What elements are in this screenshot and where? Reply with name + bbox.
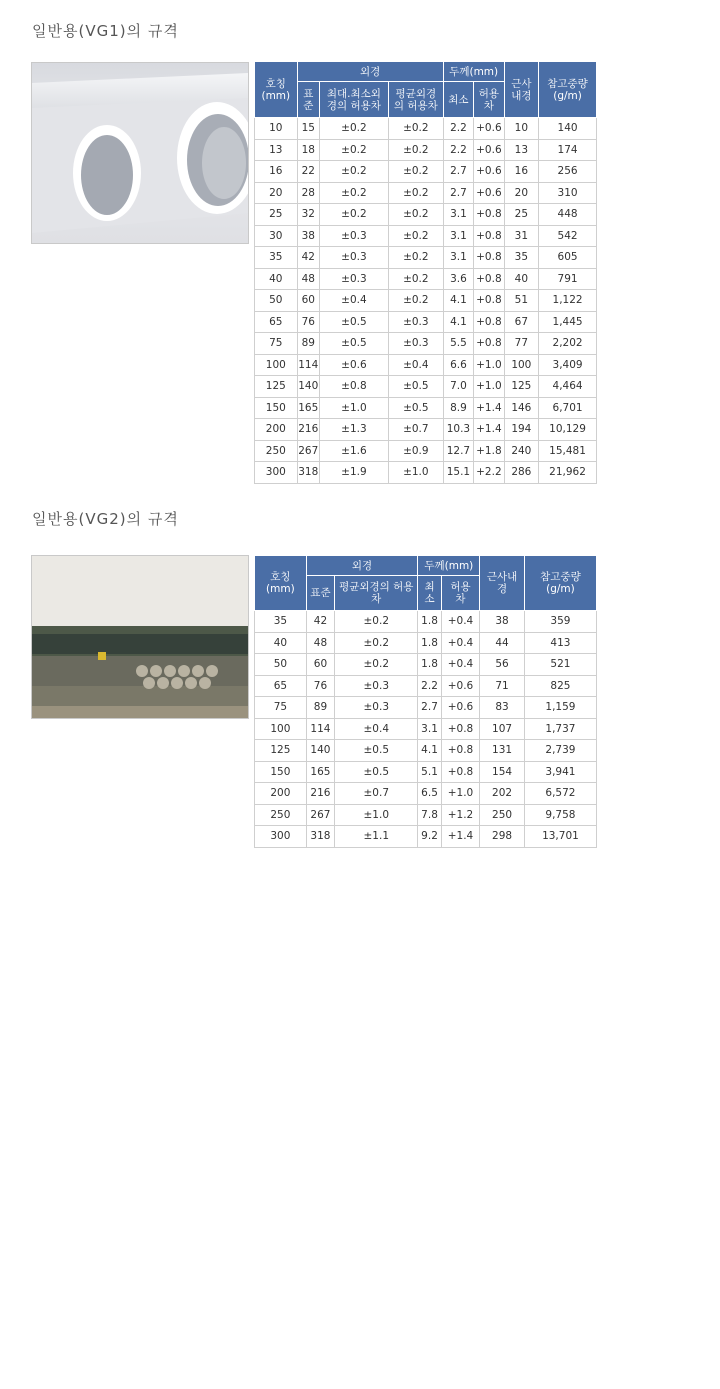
table-cell: 131 bbox=[480, 740, 525, 762]
table-row bbox=[255, 333, 597, 355]
header-thickness: 두께(mm) bbox=[418, 556, 480, 576]
table-cell: +2.2 bbox=[474, 462, 504, 484]
table-cell: 40 bbox=[504, 268, 539, 290]
table-cell: 174 bbox=[539, 139, 597, 161]
table-cell: 2.7 bbox=[443, 161, 473, 183]
table-row bbox=[255, 826, 597, 848]
table-cell: 165 bbox=[297, 397, 319, 419]
table-cell: ±0.2 bbox=[319, 182, 388, 204]
table-cell: +0.8 bbox=[474, 290, 504, 312]
table-cell: 298 bbox=[480, 826, 525, 848]
table-cell: 38 bbox=[480, 611, 525, 633]
table-cell: 30 bbox=[255, 225, 298, 247]
table-row bbox=[255, 247, 597, 269]
table-cell: 100 bbox=[504, 354, 539, 376]
table-cell: 10.3 bbox=[443, 419, 473, 441]
table-cell: ±0.5 bbox=[335, 761, 418, 783]
table-cell: 267 bbox=[297, 440, 319, 462]
table-cell: 1,159 bbox=[524, 697, 596, 719]
header-thickness-tolerance: 허용 차 bbox=[441, 576, 480, 611]
table-cell: 13,701 bbox=[524, 826, 596, 848]
table-cell: +1.4 bbox=[474, 397, 504, 419]
table-cell: ±0.9 bbox=[388, 440, 443, 462]
table-row bbox=[255, 118, 597, 140]
table-cell: 12.7 bbox=[443, 440, 473, 462]
table-cell: 48 bbox=[297, 268, 319, 290]
table-cell: 3.1 bbox=[418, 718, 441, 740]
table-cell: 6,572 bbox=[524, 783, 596, 805]
table-cell: 65 bbox=[255, 675, 307, 697]
table-cell: ±0.7 bbox=[388, 419, 443, 441]
table-cell: ±0.5 bbox=[319, 311, 388, 333]
table-cell: 250 bbox=[255, 440, 298, 462]
table-cell: +1.8 bbox=[474, 440, 504, 462]
table-cell: 140 bbox=[306, 740, 334, 762]
table-cell: 1,445 bbox=[539, 311, 597, 333]
table-cell: ±0.5 bbox=[388, 397, 443, 419]
table-cell: 16 bbox=[255, 161, 298, 183]
table-cell: 6.6 bbox=[443, 354, 473, 376]
table-cell: 125 bbox=[255, 740, 307, 762]
table-cell: +0.8 bbox=[474, 311, 504, 333]
table-cell: ±0.2 bbox=[388, 225, 443, 247]
white-pipes-photo bbox=[31, 62, 249, 244]
table-cell: 3.1 bbox=[443, 247, 473, 269]
table-row bbox=[255, 376, 597, 398]
table-cell: 3.1 bbox=[443, 204, 473, 226]
table-row bbox=[255, 182, 597, 204]
table-cell: 300 bbox=[255, 826, 307, 848]
table-row bbox=[255, 268, 597, 290]
vg2-spec-table bbox=[254, 555, 597, 848]
table-cell: 318 bbox=[297, 462, 319, 484]
table-row bbox=[255, 290, 597, 312]
table-cell: ±0.4 bbox=[335, 718, 418, 740]
table-cell: 48 bbox=[306, 632, 334, 654]
table-cell: ±0.2 bbox=[319, 118, 388, 140]
table-row bbox=[255, 675, 597, 697]
table-cell: ±1.9 bbox=[319, 462, 388, 484]
header-standard: 표준 bbox=[306, 576, 334, 611]
table-cell: 4.1 bbox=[443, 311, 473, 333]
table-cell: 2.7 bbox=[443, 182, 473, 204]
table-cell: ±0.8 bbox=[319, 376, 388, 398]
table-cell: 10 bbox=[255, 118, 298, 140]
table-cell: ±0.7 bbox=[335, 783, 418, 805]
table-cell: ±0.2 bbox=[388, 182, 443, 204]
header-nominal: 호칭 (mm) bbox=[255, 556, 307, 611]
table-cell: 15.1 bbox=[443, 462, 473, 484]
table-cell: +0.6 bbox=[441, 697, 480, 719]
table-cell: 8.9 bbox=[443, 397, 473, 419]
table-cell: 3.6 bbox=[443, 268, 473, 290]
table-cell: 60 bbox=[306, 654, 334, 676]
header-nominal: 호칭 (mm) bbox=[255, 62, 298, 118]
table-cell: 42 bbox=[306, 611, 334, 633]
table-cell: +0.8 bbox=[474, 204, 504, 226]
table-cell: 194 bbox=[504, 419, 539, 441]
header-weight: 참고중량 (g/m) bbox=[539, 62, 597, 118]
table-cell: 9.2 bbox=[418, 826, 441, 848]
table-row bbox=[255, 611, 597, 633]
table-cell: 60 bbox=[297, 290, 319, 312]
table-cell: 1,122 bbox=[539, 290, 597, 312]
table-cell: 216 bbox=[297, 419, 319, 441]
table-cell: ±0.2 bbox=[388, 247, 443, 269]
table-cell: 35 bbox=[255, 247, 298, 269]
table-cell: 83 bbox=[480, 697, 525, 719]
table-cell: +0.4 bbox=[441, 654, 480, 676]
table-cell: 165 bbox=[306, 761, 334, 783]
stacked-pipes-illustration bbox=[32, 556, 248, 718]
table-cell: +0.6 bbox=[441, 675, 480, 697]
table-cell: 76 bbox=[297, 311, 319, 333]
table-cell: ±0.3 bbox=[319, 268, 388, 290]
table-cell: 15 bbox=[297, 118, 319, 140]
table-row bbox=[255, 225, 597, 247]
table-cell: 125 bbox=[504, 376, 539, 398]
header-standard: 표 준 bbox=[297, 82, 319, 118]
header-weight: 참고중량 (g/m) bbox=[524, 556, 596, 611]
table-cell: 10 bbox=[504, 118, 539, 140]
table-cell: 25 bbox=[504, 204, 539, 226]
header-min-thickness: 최 소 bbox=[418, 576, 441, 611]
table-cell: 35 bbox=[504, 247, 539, 269]
table-cell: 1.8 bbox=[418, 611, 441, 633]
table-cell: ±0.3 bbox=[319, 247, 388, 269]
table-row bbox=[255, 783, 597, 805]
table-cell: 3,409 bbox=[539, 354, 597, 376]
table-cell: 2,202 bbox=[539, 333, 597, 355]
table-cell: 20 bbox=[255, 182, 298, 204]
table-cell: 791 bbox=[539, 268, 597, 290]
table-cell: 18 bbox=[297, 139, 319, 161]
table-cell: 150 bbox=[255, 761, 307, 783]
table-cell: 140 bbox=[297, 376, 319, 398]
table-cell: 267 bbox=[306, 804, 334, 826]
table-cell: ±0.3 bbox=[335, 697, 418, 719]
table-cell: ±0.3 bbox=[335, 675, 418, 697]
table-row bbox=[255, 161, 597, 183]
table-cell: ±0.5 bbox=[388, 376, 443, 398]
header-thickness-tolerance: 허용 차 bbox=[474, 82, 504, 118]
table-cell: 75 bbox=[255, 697, 307, 719]
table-cell: ±1.0 bbox=[388, 462, 443, 484]
table-cell: 150 bbox=[255, 397, 298, 419]
table-cell: 15,481 bbox=[539, 440, 597, 462]
table-cell: +0.8 bbox=[441, 740, 480, 762]
table-cell: +0.6 bbox=[474, 139, 504, 161]
table-row bbox=[255, 204, 597, 226]
table-cell: 2.7 bbox=[418, 697, 441, 719]
table-row bbox=[255, 761, 597, 783]
table-cell: 42 bbox=[297, 247, 319, 269]
table-row bbox=[255, 654, 597, 676]
header-inner-diameter: 근사내 경 bbox=[480, 556, 525, 611]
table-cell: 75 bbox=[255, 333, 298, 355]
table-cell: 65 bbox=[255, 311, 298, 333]
table-cell: 256 bbox=[539, 161, 597, 183]
table-cell: +1.4 bbox=[474, 419, 504, 441]
table-cell: +0.8 bbox=[441, 761, 480, 783]
table-cell: ±0.2 bbox=[388, 118, 443, 140]
table-cell: 125 bbox=[255, 376, 298, 398]
table-cell: ±0.2 bbox=[388, 290, 443, 312]
table-cell: +0.6 bbox=[474, 161, 504, 183]
table-cell: ±1.0 bbox=[335, 804, 418, 826]
table-cell: 1.8 bbox=[418, 654, 441, 676]
table-cell: 4.1 bbox=[443, 290, 473, 312]
table-cell: 7.8 bbox=[418, 804, 441, 826]
table-cell: 7.0 bbox=[443, 376, 473, 398]
table-cell: +0.8 bbox=[474, 268, 504, 290]
table-cell: 76 bbox=[306, 675, 334, 697]
table-cell: 359 bbox=[524, 611, 596, 633]
table-cell: ±0.2 bbox=[388, 268, 443, 290]
table-row bbox=[255, 311, 597, 333]
table-cell: ±1.1 bbox=[335, 826, 418, 848]
table-cell: +0.4 bbox=[441, 611, 480, 633]
header-outer-diameter: 외경 bbox=[306, 556, 418, 576]
table-cell: 140 bbox=[539, 118, 597, 140]
table-row bbox=[255, 632, 597, 654]
table-row bbox=[255, 397, 597, 419]
table-cell: ±1.0 bbox=[319, 397, 388, 419]
table-cell: ±0.2 bbox=[335, 654, 418, 676]
vg2-title: 일반용(VG2)의 규격 bbox=[32, 510, 179, 528]
table-row bbox=[255, 462, 597, 484]
table-cell: 3.1 bbox=[443, 225, 473, 247]
table-cell: 413 bbox=[524, 632, 596, 654]
header-min-thickness: 최소 bbox=[443, 82, 473, 118]
table-cell: ±0.4 bbox=[319, 290, 388, 312]
table-cell: 89 bbox=[297, 333, 319, 355]
table-cell: 2.2 bbox=[418, 675, 441, 697]
table-cell: 40 bbox=[255, 268, 298, 290]
table-cell: 6.5 bbox=[418, 783, 441, 805]
table-cell: +0.8 bbox=[441, 718, 480, 740]
table-cell: 89 bbox=[306, 697, 334, 719]
table-cell: ±0.2 bbox=[388, 161, 443, 183]
table-cell: 114 bbox=[297, 354, 319, 376]
table-cell: ±0.3 bbox=[388, 333, 443, 355]
table-cell: ±0.2 bbox=[388, 139, 443, 161]
table-cell: 77 bbox=[504, 333, 539, 355]
table-cell: 50 bbox=[255, 290, 298, 312]
table-cell: 13 bbox=[255, 139, 298, 161]
table-cell: 250 bbox=[255, 804, 307, 826]
table-cell: 28 bbox=[297, 182, 319, 204]
table-cell: 250 bbox=[480, 804, 525, 826]
table-cell: 31 bbox=[504, 225, 539, 247]
table-cell: 40 bbox=[255, 632, 307, 654]
table-cell: 35 bbox=[255, 611, 307, 633]
table-cell: 286 bbox=[504, 462, 539, 484]
table-row bbox=[255, 804, 597, 826]
table-cell: 32 bbox=[297, 204, 319, 226]
table-row bbox=[255, 354, 597, 376]
header-inner-diameter: 근사 내경 bbox=[504, 62, 539, 118]
table-cell: 318 bbox=[306, 826, 334, 848]
table-cell: 240 bbox=[504, 440, 539, 462]
header-thickness: 두께(mm) bbox=[443, 62, 504, 82]
table-cell: 6,701 bbox=[539, 397, 597, 419]
table-cell: 56 bbox=[480, 654, 525, 676]
table-cell: 2.2 bbox=[443, 139, 473, 161]
table-cell: 51 bbox=[504, 290, 539, 312]
table-cell: 200 bbox=[255, 783, 307, 805]
table-cell: ±0.5 bbox=[335, 740, 418, 762]
vg1-title: 일반용(VG1)의 규격 bbox=[32, 22, 179, 40]
header-avg-tolerance: 평균외경 의 허용차 bbox=[388, 82, 443, 118]
table-cell: ±0.2 bbox=[319, 204, 388, 226]
table-cell: 521 bbox=[524, 654, 596, 676]
table-cell: +0.6 bbox=[474, 118, 504, 140]
table-cell: 10,129 bbox=[539, 419, 597, 441]
table-cell: 21,962 bbox=[539, 462, 597, 484]
header-maxmin-tolerance: 최대.최소외 경의 허용차 bbox=[319, 82, 388, 118]
table-cell: ±0.4 bbox=[388, 354, 443, 376]
table-cell: 5.1 bbox=[418, 761, 441, 783]
table-cell: +1.0 bbox=[474, 354, 504, 376]
table-cell: ±0.2 bbox=[319, 139, 388, 161]
table-cell: 100 bbox=[255, 354, 298, 376]
table-row bbox=[255, 440, 597, 462]
stacked-pipes-photo bbox=[31, 555, 249, 719]
table-cell: 5.5 bbox=[443, 333, 473, 355]
table-cell: 71 bbox=[480, 675, 525, 697]
table-cell: 16 bbox=[504, 161, 539, 183]
table-cell: ±0.2 bbox=[335, 611, 418, 633]
table-cell: ±0.2 bbox=[335, 632, 418, 654]
table-row bbox=[255, 697, 597, 719]
table-cell: 310 bbox=[539, 182, 597, 204]
table-cell: 114 bbox=[306, 718, 334, 740]
table-cell: 50 bbox=[255, 654, 307, 676]
table-cell: +0.8 bbox=[474, 247, 504, 269]
table-cell: 448 bbox=[539, 204, 597, 226]
table-cell: 542 bbox=[539, 225, 597, 247]
vg1-spec-table bbox=[254, 61, 597, 484]
table-cell: ±0.6 bbox=[319, 354, 388, 376]
table-cell: +1.0 bbox=[474, 376, 504, 398]
table-cell: 25 bbox=[255, 204, 298, 226]
table-cell: +1.2 bbox=[441, 804, 480, 826]
table-cell: 825 bbox=[524, 675, 596, 697]
table-cell: ±0.5 bbox=[319, 333, 388, 355]
table-cell: 202 bbox=[480, 783, 525, 805]
table-row bbox=[255, 139, 597, 161]
table-cell: +0.6 bbox=[474, 182, 504, 204]
table-cell: 38 bbox=[297, 225, 319, 247]
table-cell: 44 bbox=[480, 632, 525, 654]
table-cell: 22 bbox=[297, 161, 319, 183]
table-cell: 154 bbox=[480, 761, 525, 783]
table-cell: 146 bbox=[504, 397, 539, 419]
table-cell: +0.4 bbox=[441, 632, 480, 654]
table-cell: 4,464 bbox=[539, 376, 597, 398]
table-cell: 2.2 bbox=[443, 118, 473, 140]
table-cell: 605 bbox=[539, 247, 597, 269]
table-cell: 2,739 bbox=[524, 740, 596, 762]
table-cell: 1,737 bbox=[524, 718, 596, 740]
table-cell: +1.0 bbox=[441, 783, 480, 805]
table-cell: 107 bbox=[480, 718, 525, 740]
table-cell: 67 bbox=[504, 311, 539, 333]
table-cell: 3,941 bbox=[524, 761, 596, 783]
table-cell: 1.8 bbox=[418, 632, 441, 654]
table-cell: ±1.6 bbox=[319, 440, 388, 462]
table-cell: +0.8 bbox=[474, 225, 504, 247]
table-cell: ±1.3 bbox=[319, 419, 388, 441]
table-cell: 100 bbox=[255, 718, 307, 740]
table-cell: 9,758 bbox=[524, 804, 596, 826]
table-row bbox=[255, 740, 597, 762]
header-avg-tolerance: 평균외경의 허용 차 bbox=[335, 576, 418, 611]
table-cell: ±0.2 bbox=[388, 204, 443, 226]
table-cell: ±0.2 bbox=[319, 161, 388, 183]
table-cell: 300 bbox=[255, 462, 298, 484]
table-row bbox=[255, 419, 597, 441]
table-cell: 4.1 bbox=[418, 740, 441, 762]
table-cell: +0.8 bbox=[474, 333, 504, 355]
white-pipes-illustration bbox=[32, 63, 248, 243]
table-cell: 200 bbox=[255, 419, 298, 441]
table-cell: 13 bbox=[504, 139, 539, 161]
table-cell: 216 bbox=[306, 783, 334, 805]
table-row bbox=[255, 718, 597, 740]
header-outer-diameter: 외경 bbox=[297, 62, 443, 82]
table-cell: ±0.3 bbox=[388, 311, 443, 333]
table-cell: ±0.3 bbox=[319, 225, 388, 247]
table-cell: 20 bbox=[504, 182, 539, 204]
table-cell: +1.4 bbox=[441, 826, 480, 848]
